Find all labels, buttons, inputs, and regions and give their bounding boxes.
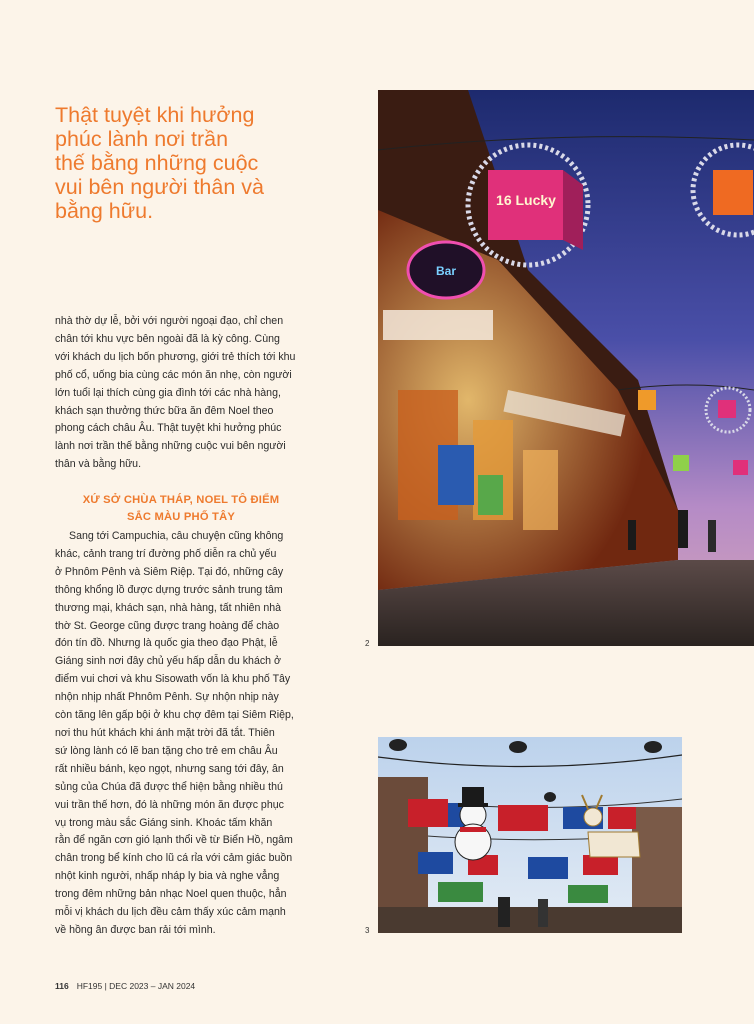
body-line: đón tín đồ. Nhưng là quốc gia theo đạo Phật, lễ	[55, 637, 278, 650]
pull-quote-line: bằng hữu.	[55, 199, 154, 223]
body-line: thờ St. George cũng được trang hoàng để chào	[55, 619, 280, 632]
body-line: vui trần thế hơn, đó là những món ăn được phục	[55, 798, 284, 811]
body-line: thương mại, khách sạn, nhà hàng, tất nhiên nhà	[55, 601, 282, 614]
body-line: nơi thu hút khách khi ánh mặt trời đã tắt. Thiên	[55, 726, 275, 739]
section-heading-line: SẮC MÀU PHỐ TÂY	[126, 511, 236, 523]
body-line: nhộn nhịp nhất Phnôm Pênh. Sự nhộn nhịp này	[55, 691, 279, 704]
body-line: khách sạn thưởng thức bữa ăn đêm Noel theo	[55, 404, 274, 417]
pull-quote-line: phúc lành nơi trần	[55, 127, 229, 151]
body-paragraph-1	[55, 313, 307, 474]
lantern-sign-text: 16 Lucky	[496, 192, 556, 208]
body-line: chân tới khu vực bên ngoài đã là kỳ công. Cùng	[55, 332, 280, 345]
body-line: điểm vui chơi và khu Sisowath vốn là khu phố Tây	[55, 673, 291, 686]
body-line: sứ lòng lành có lẽ ban tặng cho trẻ em châu Âu	[55, 744, 278, 757]
body-line: mỗi vị khách du lịch đều cảm thấy xúc cảm mạnh	[55, 906, 286, 919]
pull-quote	[55, 103, 315, 223]
body-line: rất nhiều bánh, kẹo ngọt, nhưng sang tới đây, ân	[55, 762, 284, 775]
body-line: với khách du lịch bốn phương, giới trẻ thích tới khu	[55, 350, 296, 363]
body-line: Sang tới Campuchia, câu chuyện cũng không	[69, 530, 284, 542]
body-line: phố cổ, uống bia cùng các món ăn nhẹ, còn người	[55, 368, 292, 381]
street-decorations-illustration	[378, 737, 682, 933]
body-line: lớn tuổi lại thích cùng gia đình tới các nhà hàng,	[55, 386, 281, 399]
page-number: 116	[55, 981, 69, 991]
body-line: thông khổng lồ được dựng trước sảnh trung tâm	[55, 583, 283, 596]
street-decorations-photo	[378, 737, 682, 933]
body-line: trong đêm những bản nhạc Noel quen thuộc, hẳn	[55, 888, 287, 901]
issue-label: HF195 | DEC 2023 – JAN 2024	[76, 981, 196, 991]
body-line: ở Phnôm Pênh và Siêm Riệp. Tại đó, những cây	[55, 565, 284, 578]
section-heading	[55, 492, 307, 526]
pull-quote-line: vui bên người thân và	[55, 175, 264, 199]
body-line: phong cách châu Âu. Thật tuyệt khi hưởng phúc	[55, 422, 282, 435]
body-line: chân trong bể kính cho lũ cá rỉa với cảm giác buồn	[55, 852, 293, 865]
pull-quote-line: thế bằng những cuộc	[55, 151, 259, 175]
body-line: nhột kinh người, nhấp nháp ly bia và nghe vẳng	[55, 870, 280, 883]
body-line: thân và bằng hữu.	[55, 458, 142, 471]
street-night-illustration	[378, 90, 754, 646]
street-night-photo	[378, 90, 754, 646]
pull-quote-line: Thật tuyệt khi hưởng	[55, 103, 255, 127]
body-paragraph-2	[55, 528, 307, 940]
photo-caption: 3	[365, 926, 370, 935]
neon-sign-text: Bar	[435, 264, 457, 278]
body-line: khác, cảnh trang trí đường phố diễn ra chủ yếu	[55, 547, 277, 560]
body-line: nhà thờ dự lễ, bởi với người ngoại đạo, chỉ chen	[55, 315, 284, 327]
body-line: sủng của Chúa đã được thể hiện bằng nhiều thú	[55, 780, 283, 793]
section-heading-line: XỨ SỞ CHÙA THÁP, NOEL TÔ ĐIỂM	[82, 494, 280, 506]
body-line: về hồng ân được ban rải tới mình.	[55, 923, 216, 936]
body-line: Giáng sinh nơi đây chủ yếu hấp dẫn du khách ở	[55, 655, 281, 668]
body-line: vụ trong màu sắc Giáng sinh. Khoác tấm khăn	[55, 816, 273, 829]
photo-caption: 2	[365, 639, 370, 648]
body-line: lành nơi trần thế bằng những cuộc vui bên người	[55, 440, 286, 453]
page-footer	[55, 981, 195, 991]
body-line: còn tăng lên gấp bội ở khu chợ đêm tại Siêm Riệp,	[55, 709, 294, 722]
body-line: rằn để ngăn cơn gió lạnh thổi về từ Biển Hồ, ngâm	[55, 834, 293, 847]
